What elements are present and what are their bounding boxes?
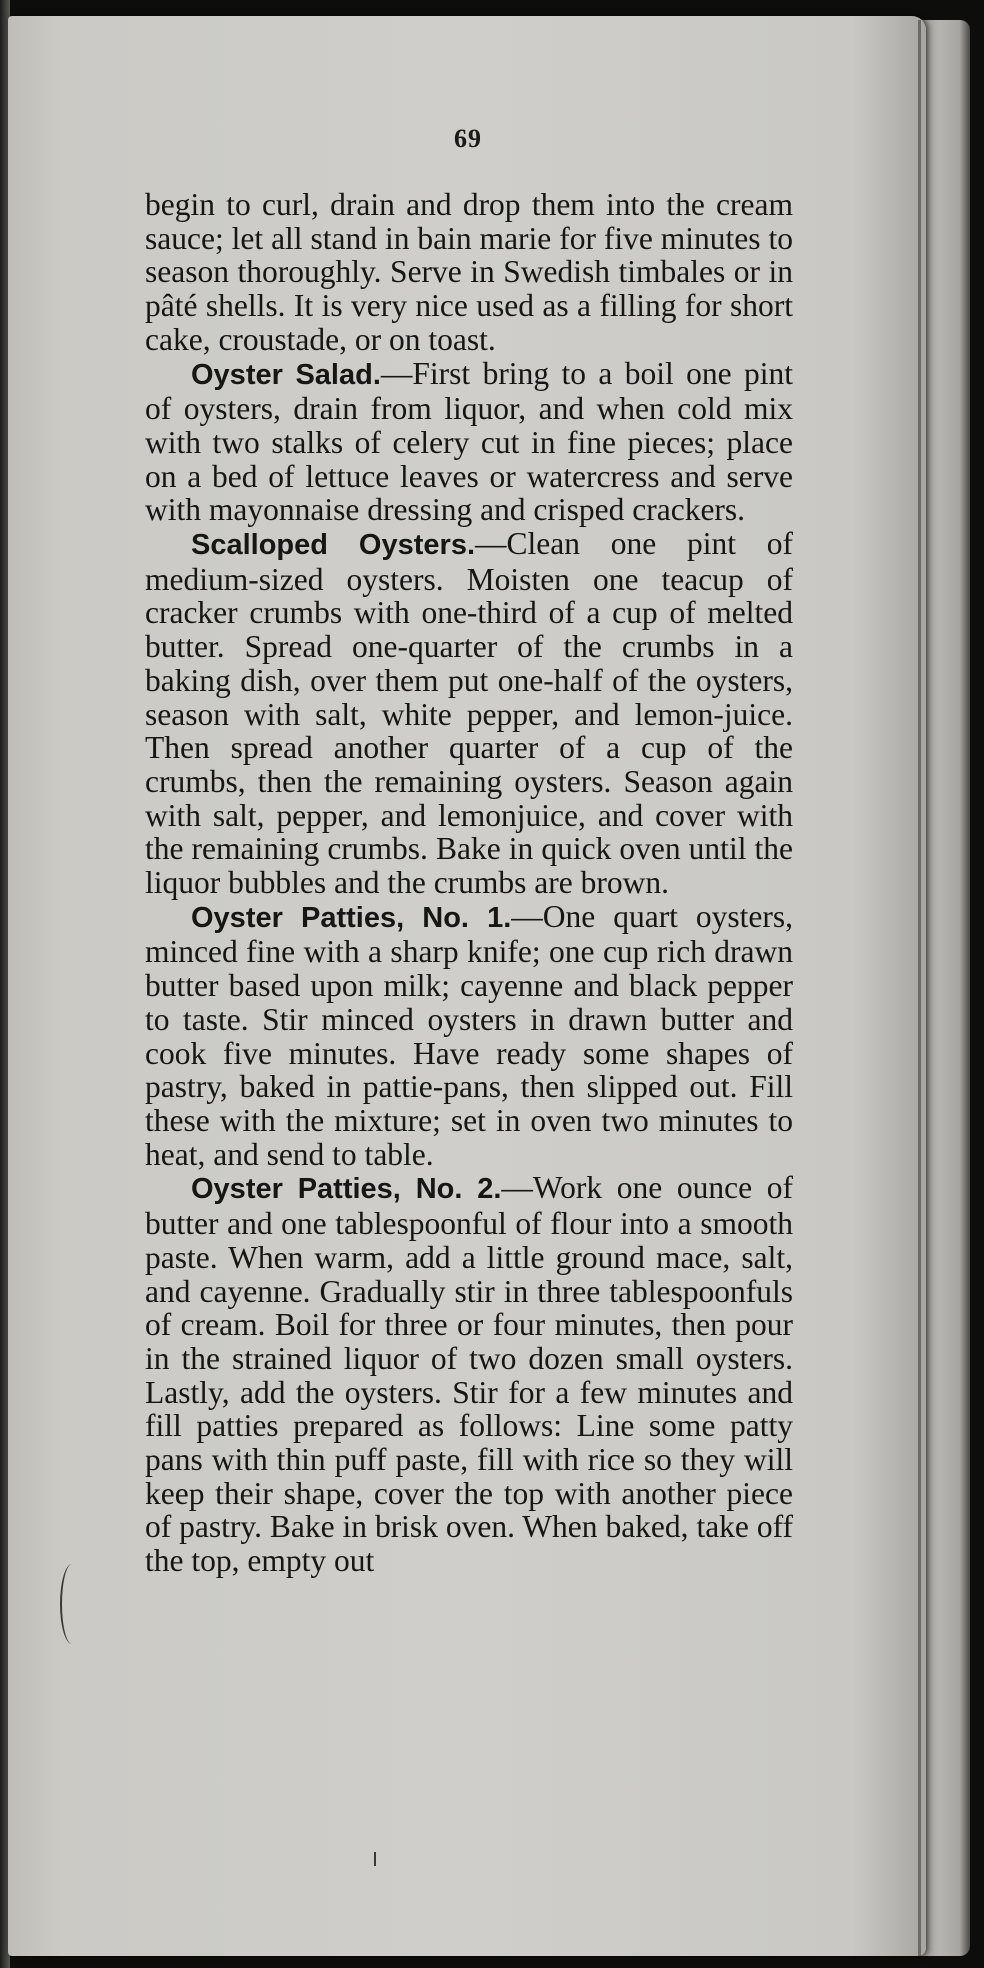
recipe-heading: Oyster Salad. [191,358,381,391]
margin-speck [374,1852,376,1866]
paragraph-oyster-salad [145,357,793,528]
paragraph-continued [145,188,793,357]
recipe-heading: Oyster Patties, No. 2. [191,1173,502,1206]
paragraph-body: —One quart oysters, minced fine with a sharp knife; one cup rich drawn butter based upon milk; cayenne and black pepper to taste. Stir minced oysters in drawn butter and cook five minutes. Have ready some shapes of pastry, baked in pattie-pans, then slipped out. Fill these with the mixture; set in oven two minutes to heat, and send to table. [145,898,793,1172]
page-edge-line [918,20,921,1956]
book-page [8,16,926,1956]
paragraph-body: —Work one ounce of butter and one tablespoonful of flour into a smooth paste. When warm, add a little ground mace, salt, and cayenne. Gradually stir in three tablespoonfuls of cream. Boil for three or four minutes, then pour in the strained liquor of two dozen small oysters. Lastly, add the oysters. Stir for a few minutes and fill patties prepared as follows: Line some patty pans with thin puff paste, fill with rice so they will keep their shape, cover the top with another piece of pastry. Bake in brisk oven. When baked, take off the top, empty out [145,1170,793,1579]
recipe-text [145,188,793,1578]
recipe-heading: Oyster Patties, No. 1. [191,901,512,934]
paragraph-body: —Clean one pint of medium-sized oysters. Moisten one teacup of cracker crumbs with one-third of a cup of melted butter. Spread one-quarter of the crumbs in a baking dish, over them put one-half of the oysters, season with salt, white pepper, and lemon-juice. Then spread another quarter of a cup of the crumbs, then the remaining oysters. Season again with salt, pepper, and lemonjuice, and cover with the remaining crumbs. Bake in quick oven until the liquor bubbles and the crumbs are brown. [145,526,793,901]
paragraph-oyster-patties-1 [145,900,793,1172]
margin-pencil-mark [60,1564,84,1644]
paragraph-oyster-patties-2 [145,1171,793,1577]
paragraph-body: —First bring to a boil one pint of oysters, drain from liquor, and when cold mix with two stalks of celery cut in fine pieces; place on a bed of lettuce leaves or watercress and serve with mayonnaise dressing and crisped crackers. [145,355,794,528]
paragraph-body: begin to curl, drain and drop them into the cream sauce; let all stand in bain marie for five minutes to season thoroughly. Serve in Swedish timbales or in pâté shells. It is very nice used as a filling for short cake, croustade, or on toast. [145,187,793,357]
recipe-heading: Scalloped Oysters. [191,529,475,562]
page-number: 69 [454,124,482,153]
paragraph-scalloped-oysters [145,527,793,900]
